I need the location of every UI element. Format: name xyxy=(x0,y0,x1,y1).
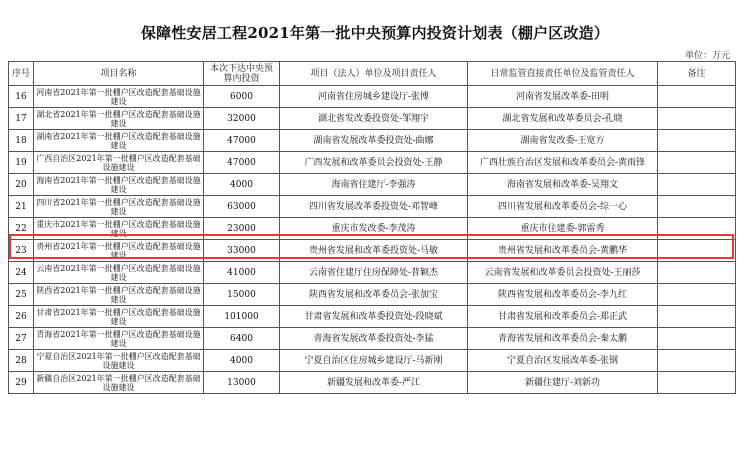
cell-seq: 22 xyxy=(9,218,34,240)
table-row xyxy=(9,108,736,130)
table-row xyxy=(9,350,736,372)
table-row xyxy=(9,240,736,262)
cell-legal-unit: 新疆发展和改革委-严江 xyxy=(280,372,468,394)
cell-legal-unit: 广西发展和改革委员会投资处-王静 xyxy=(280,152,468,174)
cell-project-name: 甘肃省2021年第一批棚户区改造配套基础设施建设 xyxy=(34,306,204,328)
cell-supervisor: 陕西省发展和改革委员会-李九红 xyxy=(468,284,658,306)
cell-investment: 63000 xyxy=(204,196,280,218)
cell-seq: 26 xyxy=(9,306,34,328)
cell-legal-unit: 云南省住建厅住房保障处-普颖杰 xyxy=(280,262,468,284)
cell-supervisor: 广西壮族自治区发展和改革委员会-黄雨锋 xyxy=(468,152,658,174)
cell-seq: 28 xyxy=(9,350,34,372)
cell-supervisor: 贵州省发展和改革委员会-黄鹏华 xyxy=(468,240,658,262)
cell-investment: 23000 xyxy=(204,218,280,240)
cell-note xyxy=(658,284,736,306)
cell-investment: 15000 xyxy=(204,284,280,306)
cell-note xyxy=(658,350,736,372)
cell-note xyxy=(658,174,736,196)
table-row-highlighted xyxy=(9,218,736,240)
page-title: 保障性安居工程2021年第一批中央预算内投资计划表（棚户区改造） xyxy=(140,24,610,42)
cell-seq: 16 xyxy=(9,86,34,108)
cell-seq: 21 xyxy=(9,196,34,218)
table-row xyxy=(9,306,736,328)
unit-label: 单位：万元 xyxy=(684,51,730,61)
cell-supervisor: 青海省发展和改革委员会-秦太鹏 xyxy=(468,328,658,350)
cell-project-name: 新疆自治区2021年第一批棚户区改造配套基础设施建设 xyxy=(34,372,204,394)
cell-legal-unit: 湖北省发改委投资处-邹翔宇 xyxy=(280,108,468,130)
cell-legal-unit: 宁夏自治区住房城乡建设厅-马新刚 xyxy=(280,350,468,372)
cell-project-name: 云南省2021年第一批棚户区改造配套基础设施建设 xyxy=(34,262,204,284)
cell-project-name: 河南省2021年第一批棚户区改造配套基础设施建设 xyxy=(34,86,204,108)
cell-supervisor: 宁夏自治区发展改革委-张钢 xyxy=(468,350,658,372)
cell-note xyxy=(658,372,736,394)
cell-note xyxy=(658,218,736,240)
cell-seq: 20 xyxy=(9,174,34,196)
cell-supervisor: 河南省发展改革委-田明 xyxy=(468,86,658,108)
cell-project-name: 湖南省2021年第一批棚户区改造配套基础设施建设 xyxy=(34,130,204,152)
cell-seq: 29 xyxy=(9,372,34,394)
table-row xyxy=(9,284,736,306)
table-row xyxy=(9,174,736,196)
table-row xyxy=(9,262,736,284)
cell-investment: 4000 xyxy=(204,350,280,372)
cell-note xyxy=(658,240,736,262)
cell-seq: 23 xyxy=(9,240,34,262)
header-supervisor: 日常监管直接责任单位及监管责任人 xyxy=(468,62,658,86)
cell-note xyxy=(658,108,736,130)
header-investment: 本次下达中央预算内投资 xyxy=(204,62,280,86)
cell-legal-unit: 青海省发展改革委投资处-李猛 xyxy=(280,328,468,350)
table-body xyxy=(9,86,736,394)
cell-note xyxy=(658,130,736,152)
cell-seq: 17 xyxy=(9,108,34,130)
cell-supervisor: 海南省发展和改革委-吴翔文 xyxy=(468,174,658,196)
cell-supervisor: 云南省发展和改革委员会投资处-王丽莎 xyxy=(468,262,658,284)
cell-project-name: 广西自治区2021年第一批棚户区改造配套基础设施建设 xyxy=(34,152,204,174)
cell-investment: 6400 xyxy=(204,328,280,350)
header-note: 备注 xyxy=(658,62,736,86)
cell-investment: 4000 xyxy=(204,174,280,196)
cell-project-name: 重庆市2021年第一批棚户区改造配套基础设施建设 xyxy=(34,218,204,240)
cell-project-name: 四川省2021年第一批棚户区改造配套基础设施建设 xyxy=(34,196,204,218)
investment-plan-table xyxy=(8,61,736,394)
cell-legal-unit: 陕西省发展和改革委员会-张加宝 xyxy=(280,284,468,306)
table-row xyxy=(9,372,736,394)
table-row xyxy=(9,152,736,174)
cell-project-name: 宁夏自治区2021年第一批棚户区改造配套基础设施建设 xyxy=(34,350,204,372)
cell-seq: 19 xyxy=(9,152,34,174)
cell-project-name: 青海省2021年第一批棚户区改造配套基础设施建设 xyxy=(34,328,204,350)
cell-note xyxy=(658,196,736,218)
cell-note xyxy=(658,306,736,328)
header-row xyxy=(9,62,736,86)
cell-investment: 47000 xyxy=(204,152,280,174)
header-seq: 序号 xyxy=(9,62,34,86)
cell-supervisor: 甘肃省发展和改革委员会-郑正武 xyxy=(468,306,658,328)
cell-note xyxy=(658,86,736,108)
cell-investment: 32000 xyxy=(204,108,280,130)
cell-note xyxy=(658,328,736,350)
cell-legal-unit: 四川省发展改革委投资处-邓智峰 xyxy=(280,196,468,218)
cell-supervisor: 湖北省发展和改革委员会-孔晓 xyxy=(468,108,658,130)
cell-legal-unit: 重庆市发改委-李茂涛 xyxy=(280,218,468,240)
cell-note xyxy=(658,152,736,174)
cell-supervisor: 四川省发展和改革委员会-综一心 xyxy=(468,196,658,218)
cell-legal-unit: 甘肃省发展和改革委投资处-段晓斌 xyxy=(280,306,468,328)
cell-project-name: 湖北省2021年第一批棚户区改造配套基础设施建设 xyxy=(34,108,204,130)
cell-seq: 25 xyxy=(9,284,34,306)
header-legal-unit: 项目（法人）单位及项目责任人 xyxy=(280,62,468,86)
table-row xyxy=(9,130,736,152)
cell-project-name: 陕西省2021年第一批棚户区改造配套基础设施建设 xyxy=(34,284,204,306)
cell-legal-unit: 海南省住建厅-李强涛 xyxy=(280,174,468,196)
cell-project-name: 海南省2021年第一批棚户区改造配套基础设施建设 xyxy=(34,174,204,196)
cell-supervisor: 新疆住建厅-刘新功 xyxy=(468,372,658,394)
cell-investment: 47000 xyxy=(204,130,280,152)
cell-investment: 101000 xyxy=(204,306,280,328)
cell-supervisor: 重庆市住建委-郭雷秀 xyxy=(468,218,658,240)
cell-investment: 41000 xyxy=(204,262,280,284)
table-header xyxy=(9,62,736,86)
cell-investment: 13000 xyxy=(204,372,280,394)
header-project-name: 项目名称 xyxy=(34,62,204,86)
cell-investment: 33000 xyxy=(204,240,280,262)
table-row xyxy=(9,196,736,218)
cell-seq: 27 xyxy=(9,328,34,350)
cell-note xyxy=(658,262,736,284)
cell-investment: 6000 xyxy=(204,86,280,108)
cell-seq: 24 xyxy=(9,262,34,284)
cell-legal-unit: 湖南省发展改革委投资处-曲娜 xyxy=(280,130,468,152)
cell-seq: 18 xyxy=(9,130,34,152)
cell-legal-unit: 贵州省发展和改革委投资处-马敏 xyxy=(280,240,468,262)
table-row xyxy=(9,328,736,350)
cell-supervisor: 湖南省发改委-王宽方 xyxy=(468,130,658,152)
cell-legal-unit: 河南省住房城乡建设厅-张博 xyxy=(280,86,468,108)
cell-project-name: 贵州省2021年第一批棚户区改造配套基础设施建设 xyxy=(34,240,204,262)
table-row xyxy=(9,86,736,108)
